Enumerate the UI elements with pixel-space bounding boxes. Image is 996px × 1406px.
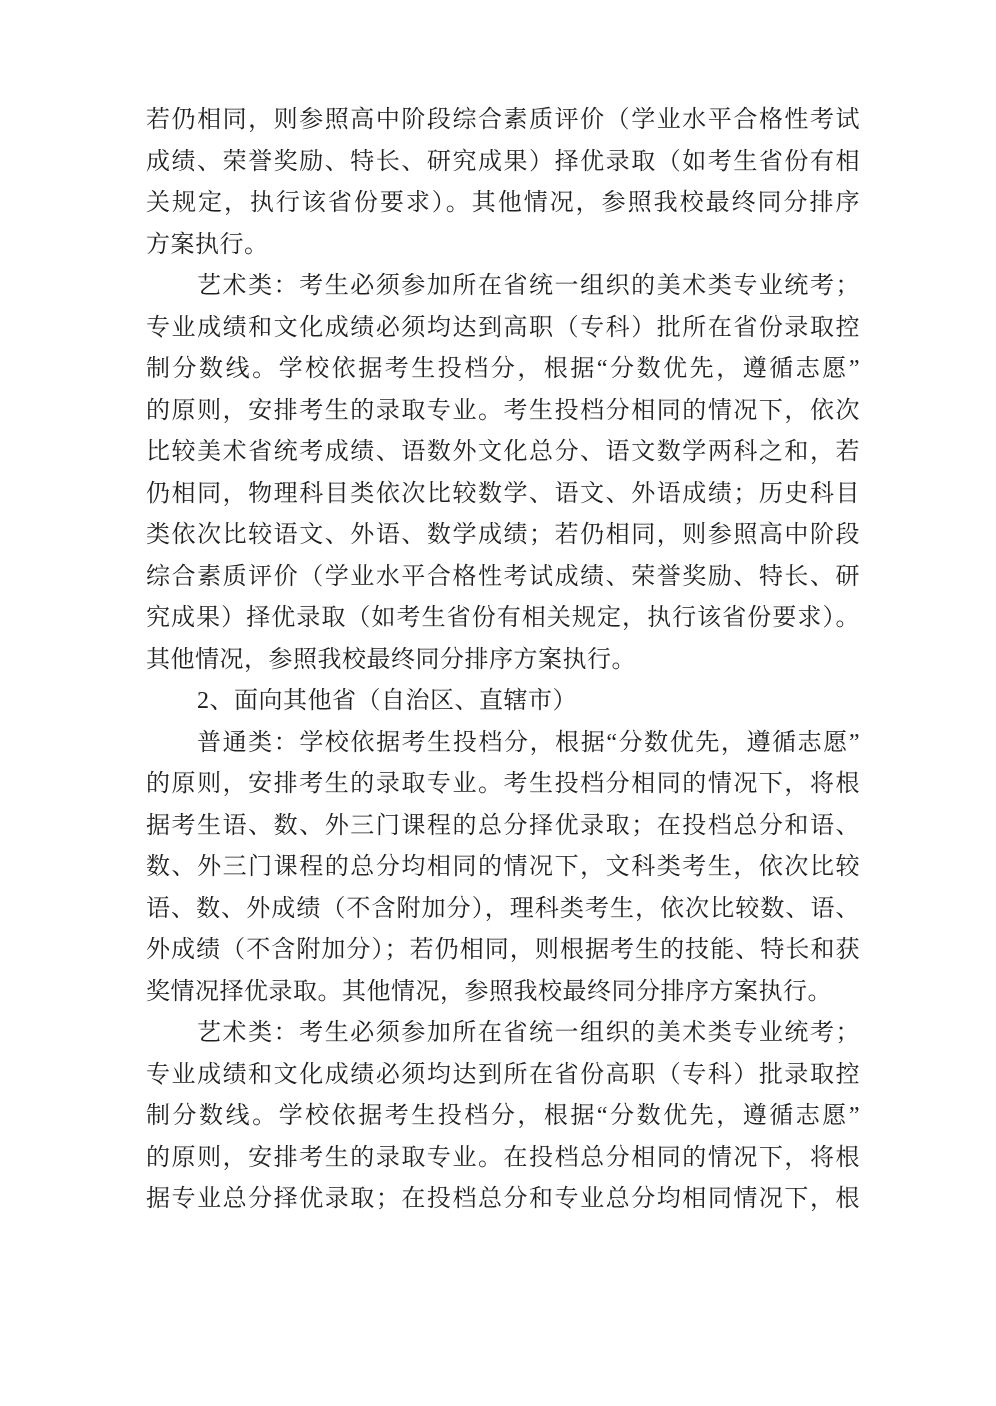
text-line: 奖情况择优录取。其他情况，参照我校最终同分排序方案执行。 — [146, 978, 832, 1005]
text-line: 据专业总分择优录取；在投档总分和专业总分均相同情况下，根 — [146, 1186, 860, 1212]
text-line: 艺术类：考生必须参加所在省统一组织的美术类专业统考； — [197, 273, 860, 299]
text-line: 的原则，安排考生的录取专业。考生投档分相同的情况下，依次 — [146, 397, 860, 424]
text-line: 综合素质评价（学业水平合格性考试成绩、荣誉奖励、特长、研 — [146, 563, 860, 590]
paragraph — [146, 723, 860, 1014]
text-line: 仍相同，物理科目类依次比较数学、语文、外语成绩；历史科目 — [146, 480, 860, 507]
paragraph — [146, 266, 860, 681]
text-line: 专业成绩和文化成绩必须均达到所在省份高职（专科）批录取控 — [146, 1061, 860, 1088]
text-line: 据考生语、数、外三门课程的总分择优录取；在投档总分和语、 — [146, 812, 860, 839]
text-line: 方案执行。 — [146, 231, 269, 258]
text-line: 外成绩（不含附加分）；若仍相同，则根据考生的技能、特长和获 — [146, 937, 860, 963]
text-line: 比较美术省统考成绩、语数外文化总分、语文数学两科之和，若 — [146, 439, 860, 465]
document-body — [146, 100, 860, 1221]
text-line: 数、外三门课程的总分均相同的情况下，文科类考生，依次比较 — [146, 854, 860, 880]
text-line: 专业成绩和文化成绩必须均达到高职（专科）批所在省份录取控 — [146, 314, 860, 341]
paragraph — [146, 681, 860, 723]
text-line: 若仍相同，则参照高中阶段综合素质评价（学业水平合格性考试 — [146, 107, 860, 133]
text-line: 普通类：学校依据考生投档分，根据“分数优先，遵循志愿” — [197, 729, 860, 756]
text-line: 制分数线。学校依据考生投档分，根据“分数优先，遵循志愿” — [146, 356, 860, 382]
paragraph — [146, 1013, 860, 1221]
text-line: 类依次比较语文、外语、数学成绩；若仍相同，则参照高中阶段 — [146, 522, 860, 548]
text-line: 的原则，安排考生的录取专业。考生投档分相同的情况下，将根 — [146, 771, 860, 797]
text-line: 其他情况，参照我校最终同分排序方案执行。 — [146, 646, 636, 673]
text-line: 成绩、荣誉奖励、特长、研究成果）择优录取（如考生省份有相 — [146, 148, 860, 175]
text-line: 关规定，执行该省份要求）。其他情况，参照我校最终同分排序 — [146, 190, 860, 216]
text-line: 2、面向其他省（自治区、直辖市） — [197, 688, 577, 714]
paragraph — [146, 100, 860, 266]
text-line: 的原则，安排考生的录取专业。在投档总分相同的情况下，将根 — [146, 1144, 860, 1171]
text-line: 制分数线。学校依据考生投档分，根据“分数优先，遵循志愿” — [146, 1103, 860, 1129]
text-line: 艺术类：考生必须参加所在省统一组织的美术类专业统考； — [197, 1020, 860, 1046]
text-line: 语、数、外成绩（不含附加分），理科类考生，依次比较数、语、 — [146, 895, 860, 922]
text-line: 究成果）择优录取（如考生省份有相关规定，执行该省份要求）。 — [146, 605, 860, 631]
